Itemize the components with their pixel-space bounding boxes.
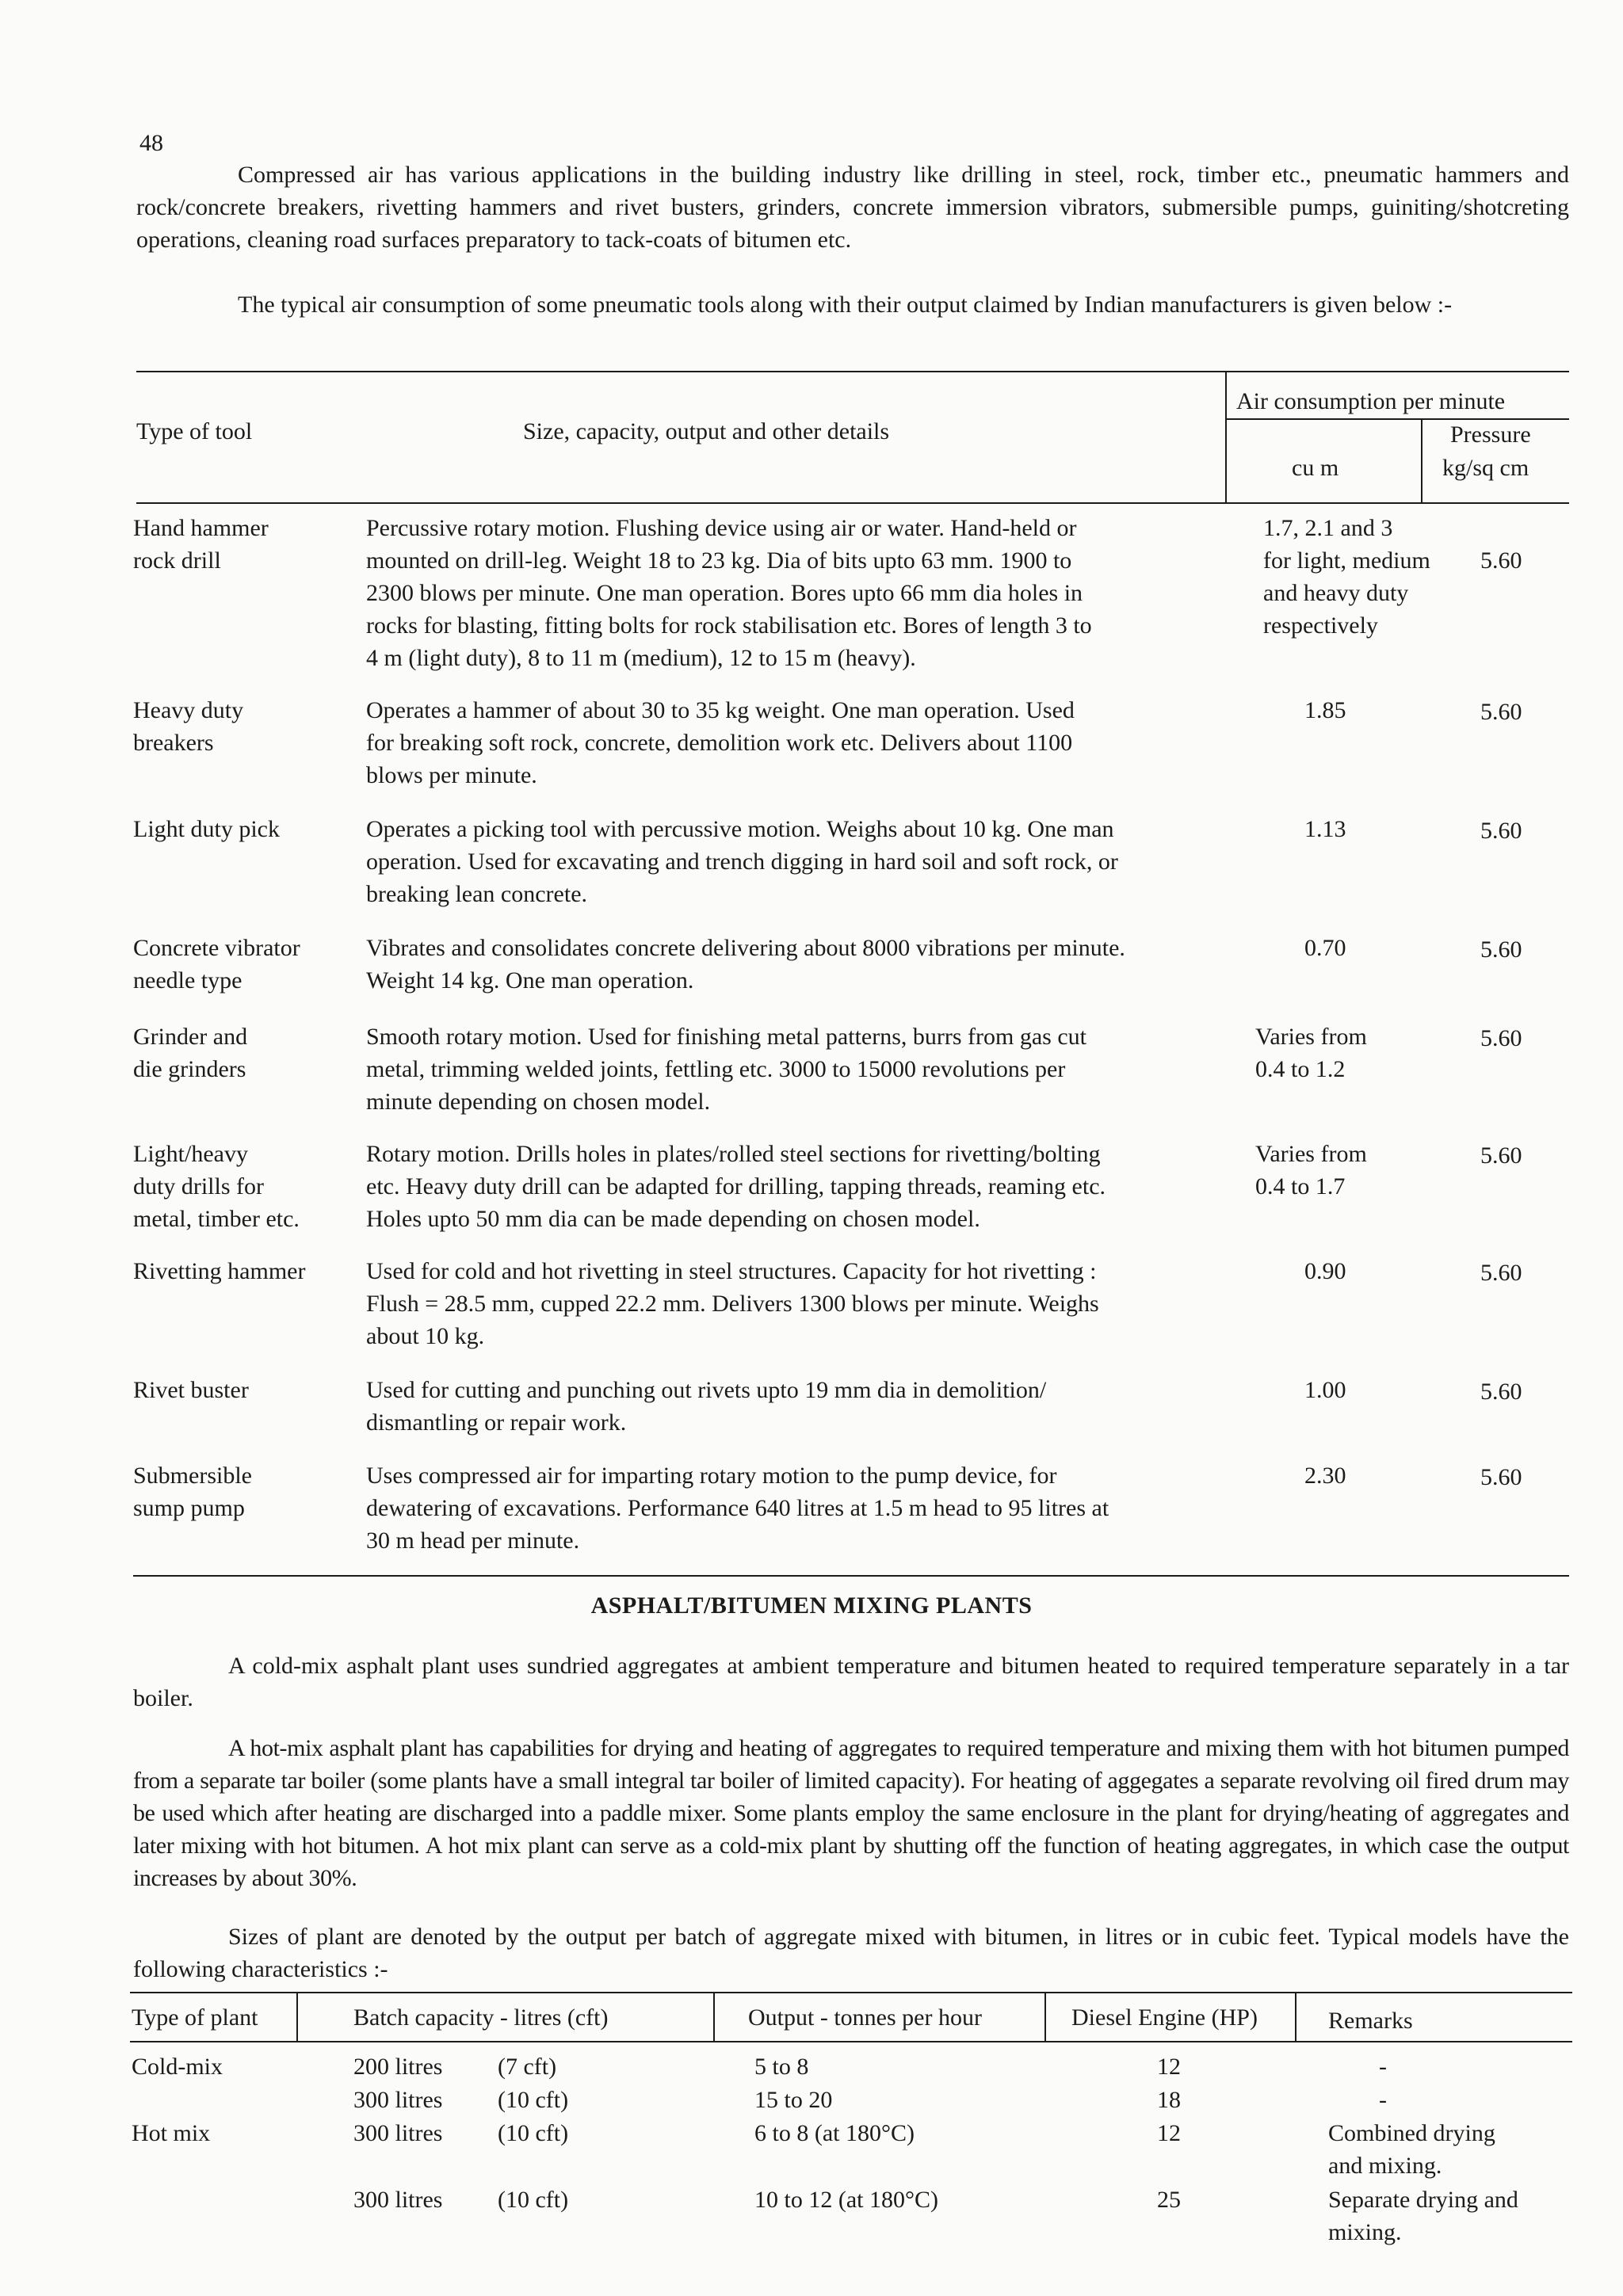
tool-pressure: 5.60 bbox=[1480, 936, 1522, 963]
tool-type-line: Rivet buster bbox=[133, 1377, 249, 1403]
tool-air-consumption: and heavy duty bbox=[1263, 580, 1409, 606]
plants-divider-4 bbox=[1295, 1993, 1296, 2041]
tool-details-line: minute depending on chosen model. bbox=[366, 1089, 711, 1115]
tool-details-line: Flush = 28.5 mm, cupped 22.2 mm. Delivers 1300 blows per minute. Weighs bbox=[366, 1291, 1099, 1317]
tool-type-line: Grinder and bbox=[133, 1024, 248, 1050]
tool-details-line: Smooth rotary motion. Used for finishing metal patterns, burrs from gas cut bbox=[366, 1024, 1087, 1050]
tool-details-line: Weight 14 kg. One man operation. bbox=[366, 967, 694, 994]
tool-type-line: Heavy duty bbox=[133, 697, 244, 723]
tool-air-consumption: for light, medium bbox=[1263, 547, 1430, 574]
plant-type: Hot mix bbox=[132, 2120, 211, 2146]
plant-remarks: - bbox=[1379, 2087, 1387, 2113]
tool-air-consumption: 0.4 to 1.7 bbox=[1255, 1173, 1346, 1199]
tool-type-line: Rivetting hammer bbox=[133, 1258, 306, 1284]
tool-details-line: for breaking soft rock, concrete, demolition work etc. Delivers about 1100 bbox=[366, 730, 1073, 756]
tool-details-line: rocks for blasting, fitting bolts for rock stabilisation etc. Bores of length 3 to bbox=[366, 612, 1092, 639]
plant-output: 6 to 8 (at 180°C) bbox=[754, 2120, 915, 2146]
tool-pressure: 5.60 bbox=[1480, 818, 1522, 844]
plant-remarks: Combined drying bbox=[1328, 2120, 1495, 2146]
section-heading: ASPHALT/BITUMEN MIXING PLANTS bbox=[590, 1592, 1033, 1619]
plant-batch-cft: (7 cft) bbox=[498, 2054, 557, 2080]
tool-details-line: Vibrates and consolidates concrete delivering about 8000 vibrations per minute. bbox=[366, 935, 1125, 961]
asphalt-paragraph-2: A hot-mix asphalt plant has capabilities for drying and heating of aggregates to required temperature and mixing them with hot bitumen pumped from a separate tar boiler (some plants have a small integral tar boiler of limited capacity). For heating of aggegates a separate revolving oil fired drum may be used which after heating are discharged into a paddle mixer. Some plants employ the same enclosure in the plant for drying/heating of aggregates and later mixing with hot bitumen. A hot mix plant can serve as a cold-mix plant by shutting off the function of heating aggregates, in which case the output increases by about 30%. bbox=[133, 1735, 1569, 1891]
tool-air-consumption: 1.85 bbox=[1304, 697, 1346, 723]
tool-details-line: 2300 blows per minute. One man operation. Bores upto 66 mm dia holes in bbox=[366, 580, 1083, 606]
tool-details-line: mounted on drill-leg. Weight 18 to 23 kg. Dia of bits upto 63 mm. 1900 to bbox=[366, 547, 1072, 574]
tool-details-line: etc. Heavy duty drill can be adapted for drilling, tapping threads, reaming etc. bbox=[366, 1173, 1106, 1199]
plants-header-output: Output - tonnes per hour bbox=[748, 2004, 982, 2031]
plant-batch-cft: (10 cft) bbox=[498, 2087, 569, 2113]
tool-type-line: Hand hammer bbox=[133, 515, 269, 541]
tool-details-line: Uses compressed air for imparting rotary motion to the pump device, for bbox=[366, 1463, 1057, 1489]
plant-batch-litres: 300 litres bbox=[353, 2187, 443, 2213]
plant-output: 15 to 20 bbox=[754, 2087, 833, 2113]
tool-details-line: Rotary motion. Drills holes in plates/rolled steel sections for rivetting/bolting bbox=[366, 1141, 1101, 1167]
tool-details-line: Used for cold and hot rivetting in steel structures. Capacity for hot rivetting : bbox=[366, 1258, 1097, 1284]
plant-engine: 12 bbox=[1157, 2054, 1181, 2080]
tool-type-line: die grinders bbox=[133, 1056, 246, 1082]
header-pressure: Pressure bbox=[1450, 421, 1531, 448]
plant-output: 5 to 8 bbox=[754, 2054, 809, 2080]
tool-type-line: duty drills for bbox=[133, 1173, 264, 1199]
tool-details-line: Holes upto 50 mm dia can be made depending on chosen model. bbox=[366, 1206, 980, 1232]
intro-paragraph-1: Compressed air has various applications in the building industry like drilling in steel, rock, timber etc., pneumatic hammers and rock/concrete breakers, rivetting hammers and rivet busters, grinders, concrete immersion vibrators, submersible pumps, guiniting/shotcreting operations, cleaning road surfaces preparatory to tack-coats of bitumen etc. bbox=[136, 162, 1569, 253]
tool-pressure: 5.60 bbox=[1480, 1464, 1522, 1490]
tool-type-line: metal, timber etc. bbox=[133, 1206, 300, 1232]
plant-batch-cft: (10 cft) bbox=[498, 2187, 569, 2213]
tool-type-line: Light/heavy bbox=[133, 1141, 248, 1167]
plant-type: Cold-mix bbox=[132, 2054, 223, 2080]
tool-pressure: 5.60 bbox=[1480, 1142, 1522, 1169]
plants-divider-1 bbox=[296, 1993, 298, 2041]
plant-batch-cft: (10 cft) bbox=[498, 2120, 569, 2146]
tool-air-consumption: 1.7, 2.1 and 3 bbox=[1263, 515, 1393, 541]
table-header-bottom-rule bbox=[136, 502, 1569, 504]
header-details: Size, capacity, output and other details bbox=[523, 418, 890, 444]
header-cum: cu m bbox=[1292, 455, 1339, 481]
tool-details-line: breaking lean concrete. bbox=[366, 881, 588, 907]
tool-details-line: Percussive rotary motion. Flushing device using air or water. Hand-held or bbox=[366, 515, 1077, 541]
plant-remarks: Separate drying and bbox=[1328, 2187, 1518, 2213]
tool-details-line: 30 m head per minute. bbox=[366, 1527, 580, 1554]
tool-details-line: about 10 kg. bbox=[366, 1323, 485, 1349]
plants-divider-2 bbox=[713, 1993, 715, 2041]
plant-engine: 12 bbox=[1157, 2120, 1181, 2146]
plants-header-type: Type of plant bbox=[132, 2004, 258, 2031]
pressure-column-divider bbox=[1421, 418, 1423, 504]
tool-air-consumption: Varies from bbox=[1255, 1024, 1367, 1050]
tool-air-consumption: Varies from bbox=[1255, 1141, 1367, 1167]
plant-engine: 18 bbox=[1157, 2087, 1181, 2113]
tool-pressure: 5.60 bbox=[1480, 699, 1522, 725]
tool-air-consumption: 1.00 bbox=[1304, 1377, 1346, 1403]
tool-type-line: rock drill bbox=[133, 547, 221, 574]
tool-details-line: metal, trimming welded joints, fettling etc. 3000 to 15000 revolutions per bbox=[366, 1056, 1066, 1082]
tool-type-line: Submersible bbox=[133, 1463, 252, 1489]
tool-type-line: sump pump bbox=[133, 1495, 245, 1521]
tool-type-line: Light duty pick bbox=[133, 816, 280, 842]
tool-type-line: breakers bbox=[133, 730, 214, 756]
page-number: 48 bbox=[139, 130, 163, 156]
plant-remarks: and mixing. bbox=[1328, 2153, 1442, 2179]
plant-remarks: mixing. bbox=[1328, 2219, 1402, 2245]
plants-divider-3 bbox=[1044, 1993, 1046, 2041]
plant-engine: 25 bbox=[1157, 2187, 1181, 2213]
plants-header-rule bbox=[130, 2041, 1572, 2042]
tool-details-line: operation. Used for excavating and trench digging in hard soil and soft rock, or bbox=[366, 849, 1118, 875]
plant-batch-litres: 300 litres bbox=[353, 2087, 443, 2113]
tool-air-consumption: 0.4 to 1.2 bbox=[1255, 1056, 1346, 1082]
plants-header-engine: Diesel Engine (HP) bbox=[1071, 2004, 1258, 2031]
tool-type-line: needle type bbox=[133, 967, 242, 994]
plants-header-batch: Batch capacity - litres (cft) bbox=[353, 2004, 609, 2031]
tool-details-line: Operates a picking tool with percussive motion. Weighs about 10 kg. One man bbox=[366, 816, 1114, 842]
plants-top-rule bbox=[130, 1992, 1572, 1993]
plants-header-remarks: Remarks bbox=[1328, 2008, 1413, 2034]
tool-details-line: dewatering of excavations. Performance 640 litres at 1.5 m head to 95 litres at bbox=[366, 1495, 1109, 1521]
tool-details-line: dismantling or repair work. bbox=[366, 1409, 627, 1436]
asphalt-paragraph-3: Sizes of plant are denoted by the output per batch of aggregate mixed with bitumen, in litres or in cubic feet. Typical models have the following characteristics :- bbox=[133, 1924, 1569, 1982]
tool-details-line: blows per minute. bbox=[366, 762, 537, 788]
plant-batch-litres: 300 litres bbox=[353, 2120, 443, 2146]
tool-details-line: Operates a hammer of about 30 to 35 kg weight. One man operation. Used bbox=[366, 697, 1075, 723]
asphalt-paragraph-1: A cold-mix asphalt plant uses sundried aggregates at ambient temperature and bitumen heated to required temperature separately in a tar boiler. bbox=[133, 1653, 1569, 1711]
tool-pressure: 5.60 bbox=[1480, 1025, 1522, 1051]
header-pressure-unit: kg/sq cm bbox=[1442, 455, 1529, 481]
header-type-of-tool: Type of tool bbox=[136, 418, 253, 444]
header-air-consumption: Air consumption per minute bbox=[1236, 388, 1506, 414]
tool-air-consumption: 0.90 bbox=[1304, 1258, 1346, 1284]
tool-pressure: 5.60 bbox=[1480, 1379, 1522, 1405]
air-column-divider bbox=[1225, 372, 1227, 504]
tool-air-consumption: 1.13 bbox=[1304, 816, 1346, 842]
tool-pressure: 5.60 bbox=[1480, 547, 1522, 574]
tool-details-line: Used for cutting and punching out rivets upto 19 mm dia in demolition/ bbox=[366, 1377, 1047, 1403]
table-bottom-rule bbox=[133, 1575, 1569, 1577]
plant-batch-litres: 200 litres bbox=[353, 2054, 443, 2080]
tool-air-consumption: 0.70 bbox=[1304, 935, 1346, 961]
plant-remarks: - bbox=[1379, 2054, 1387, 2080]
tool-air-consumption: respectively bbox=[1263, 612, 1378, 639]
tool-type-line: Concrete vibrator bbox=[133, 935, 300, 961]
tool-details-line: 4 m (light duty), 8 to 11 m (medium), 12 to 15 m (heavy). bbox=[366, 645, 916, 671]
plant-output: 10 to 12 (at 180°C) bbox=[754, 2187, 938, 2213]
tool-air-consumption: 2.30 bbox=[1304, 1463, 1346, 1489]
tool-pressure: 5.60 bbox=[1480, 1260, 1522, 1286]
table-top-rule bbox=[136, 371, 1569, 372]
intro-paragraph-2: The typical air consumption of some pneumatic tools along with their output claimed by Indian manufacturers is given below :- bbox=[238, 292, 1453, 318]
